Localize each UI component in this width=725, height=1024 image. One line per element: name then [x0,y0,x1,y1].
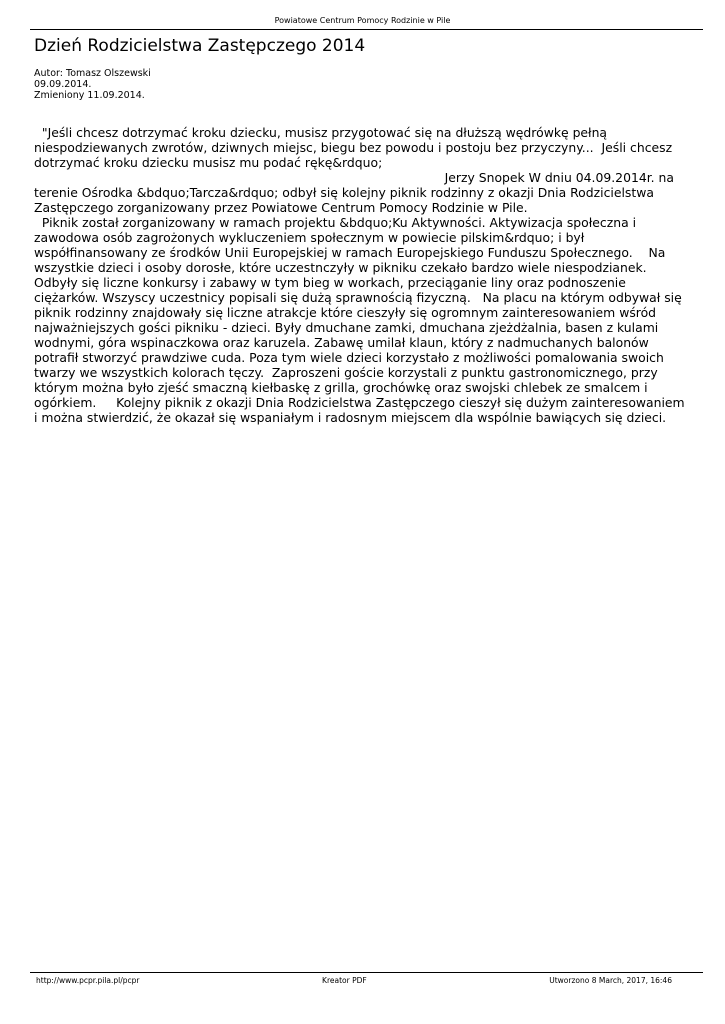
article-line: wszystkie dzieci i osoby dorosłe, które uczestnczyły w pikniku czekało bardzo wiele niespodzianek. [34,260,647,275]
article-line: zawodowa osób zagrożonych wykluczeniem społecznym w powiecie pilskim&rdquo; i był [34,230,585,245]
article-line: którym można było zjeść smaczną kiełbaskę z grilla, grochówkę oraz swojski chlebek ze smalcem i [34,380,648,395]
article-line: i można stwierdzić, że okazał się wspaniałym i radosnym miejscem dla wspólnie bawiących się dzieci. [34,410,667,425]
article-line: Odbyły się liczne konkursy i zabawy w tym bieg w workach, przeciąganie liny oraz podnoszenie [34,275,626,290]
article-line: twarzy we wszystkich kolorach tęczy. Zaproszeni goście korzystali z punktu gastronomicznego, przy [34,365,658,380]
modified-date: Zmieniony 11.09.2014. [34,90,145,101]
article-line: najważniejszych gości pikniku - dzieci. Były dmuchane zamki, dmuchana zjeżdżalnia, basen z kulami [34,320,659,335]
header-divider [30,29,703,30]
article-line: dotrzymać kroku dziecku musisz mu podać rękę&rdquo; [34,155,383,170]
quote-attribution-line: Jerzy Snopek W dniu 04.09.2014r. na [444,170,674,185]
footer-divider [30,972,703,973]
article-line: wodnymi, góra wspinaczkowa oraz karuzela. Zabawę umilał klaun, który z nadmuchanych balonów [34,335,649,350]
footer-url: http://www.pcpr.pila.pl/pcpr [36,976,140,985]
article-line: terenie Ośrodka &bdquo;Tarcza&rdquo; odbył się kolejny piknik rodzinny z okazji Dnia Rodzicielstwa [34,185,654,200]
article-line: Zastępczego zorganizowany przez Powiatowe Centrum Pomocy Rodzinie w Pile. [34,200,528,215]
publish-date: 09.09.2014. [34,79,92,90]
footer-created-date: Utworzono 8 March, 2017, 16:46 [549,976,672,985]
article-line: potrafił stworzyć prawdziwe cuda. Poza tym wiele dzieci korzystało z możliwości pomalowania swoich [34,350,664,365]
article-line: piknik rodzinny znajdowały się liczne atrakcje które cieszyły się ogromnym zainteresowaniem wśród [34,305,657,320]
author-line: Autor: Tomasz Olszewski [34,68,151,79]
document-header: Powiatowe Centrum Pomocy Rodzinie w Pile [274,16,451,25]
article-body [34,125,685,425]
footer-generator: Kreator PDF [322,976,367,985]
article-line: ciężarków. Wszyscy uczestnicy popisali się dużą sprawnością fizyczną. Na placu na którym odbywał się [34,290,682,305]
article-line: Piknik został zorganizowany w ramach projektu &bdquo;Ku Aktywności. Aktywizacja społeczna i [34,215,637,230]
article-line: ogórkiem. Kolejny piknik z okazji Dnia Rodzicielstwa Zastępczego cieszył się dużym zainteresowaniem [34,395,685,410]
article-line: "Jeśli chcesz dotrzymać kroku dziecku, musisz przygotować się na dłuższą wędrówkę pełną [34,125,608,140]
article-line: współfinansowany ze środków Unii Europejskiej w ramach Europejskiego Funduszu Społecznego. Na [34,245,666,260]
page-title: Dzień Rodzicielstwa Zastępczego 2014 [34,36,366,56]
article-line: niespodziewanych zwrotów, dziwnych miejsc, biegu bez powodu i postoju bez przyczyny... Jeśli chcesz [34,140,673,155]
article-meta [34,68,151,101]
document-footer [36,976,672,985]
